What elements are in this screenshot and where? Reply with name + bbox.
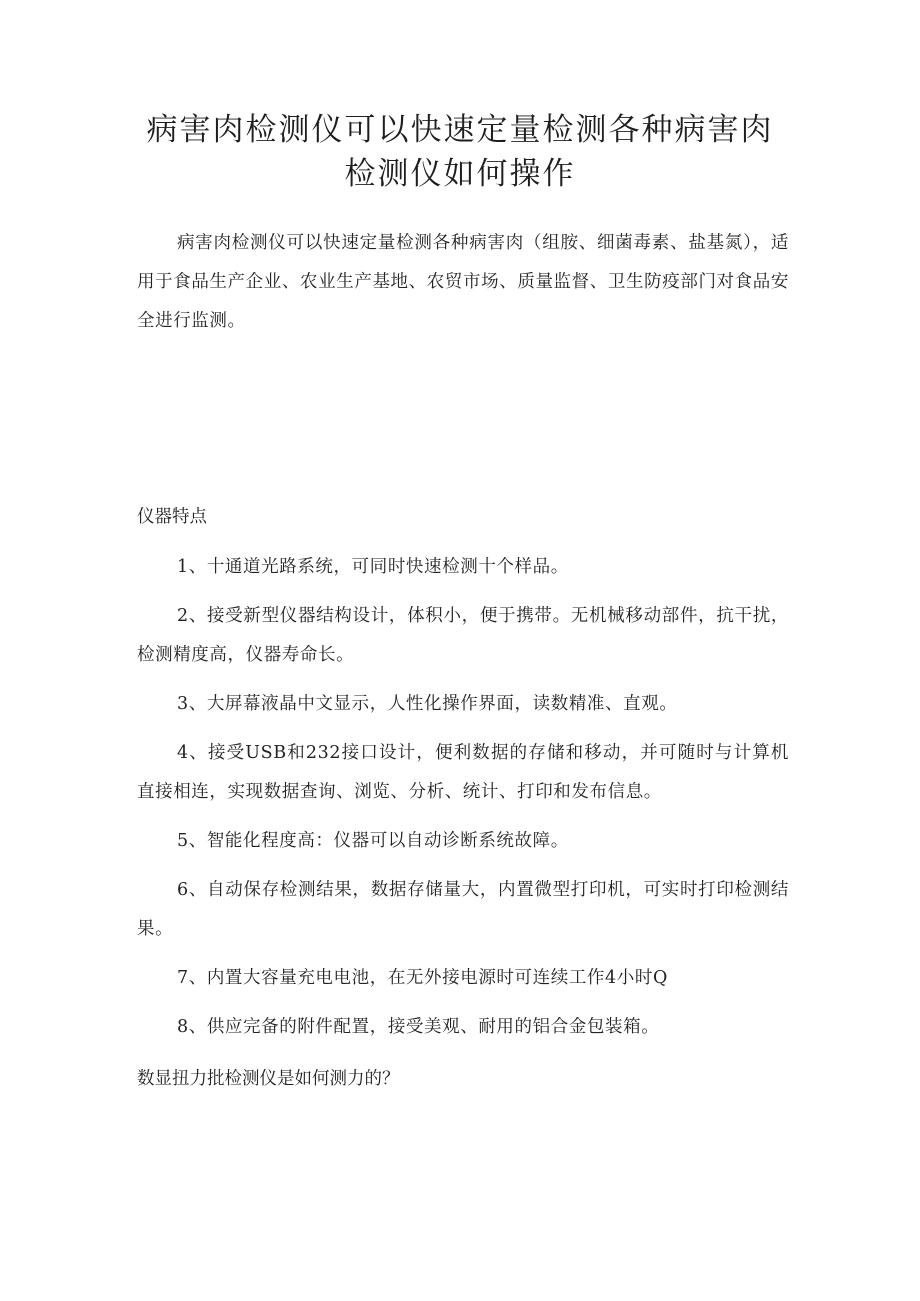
closing-line: 数显扭力批检测仪是如何测力的？ xyxy=(137,1069,400,1089)
page-title xyxy=(120,108,800,196)
feature-item-7: 7、内置大容量充电电池，在无外接电源时可连续工作4小时Q xyxy=(177,968,668,988)
feature-list xyxy=(137,548,789,1057)
feature-item-1: 1、十通道光路系统，可同时快速检测十个样品。 xyxy=(177,557,569,577)
feature-item-5: 5、智能化程度高：仪器可以自动诊断系统故障。 xyxy=(177,831,569,851)
intro-paragraph: 病害肉检测仪可以快速定量检测各种病害肉（组胺、细菌毒素、盐基氮），适用于食品生产企业、农业生产基地、农贸市场、质量监督、卫生防疫部门对食品安全进行监测。 xyxy=(137,233,789,331)
feature-item-8: 8、供应完备的附件配置，接受美观、耐用的铝合金包装箱。 xyxy=(177,1017,660,1037)
title-line-2: 检测仪如何操作 xyxy=(344,156,576,192)
feature-item-4: 4、接受USB和232接口设计，便利数据的存储和移动，并可随时与计算机直接相连，实现数据查询、浏览、分析、统计、打印和发布信息。 xyxy=(137,743,789,802)
feature-item-6: 6、自动保存检测结果，数据存储量大，内置微型打印机，可实时打印检测结果。 xyxy=(137,880,789,939)
title-line-1: 病害肉检测仪可以快速定量检测各种病害肉 xyxy=(146,112,774,148)
section-heading: 仪器特点 xyxy=(137,507,207,527)
feature-item-3: 3、大屏幕液晶中文显示，人性化操作界面，读数精准、直观。 xyxy=(177,694,678,714)
feature-item-2: 2、接受新型仪器结构设计，体积小，便于携带。无机械移动部件，抗干扰，检测精度高，仪器寿命长。 xyxy=(137,606,789,665)
